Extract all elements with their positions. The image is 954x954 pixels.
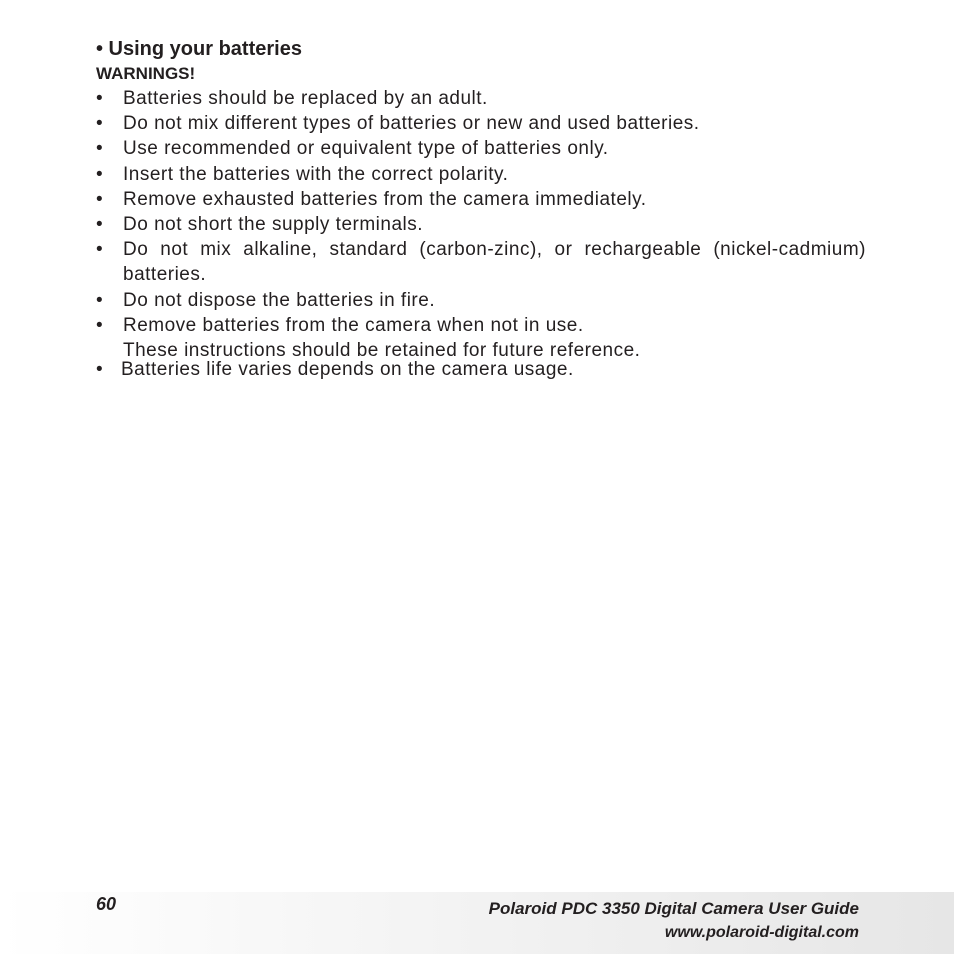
list-item-text: Use recommended or equivalent type of batteries only. (123, 138, 609, 160)
list-item (96, 136, 866, 161)
list-item (96, 288, 866, 313)
list-item (96, 212, 866, 237)
list-item (96, 162, 866, 187)
bullet-icon: • (96, 239, 104, 261)
footer-title: Polaroid PDC 3350 Digital Camera User Guide (488, 899, 859, 918)
list-item-text: Insert the batteries with the correct polarity. (123, 163, 509, 185)
list-item-text: Remove batteries from the camera when not in use. (123, 314, 584, 336)
list-item (96, 86, 866, 111)
bullet-icon: • (96, 113, 104, 135)
page-number: 60 (96, 894, 117, 914)
list-item-text: Do not mix alkaline, standard (carbon-zinc), or rechargeable (nickel-cadmium) batteries. (123, 239, 866, 286)
list-item (96, 111, 866, 136)
footer-url: www.polaroid-digital.com (664, 924, 859, 941)
bullet-icon: • (96, 163, 104, 185)
warnings-label: WARNINGS! (96, 64, 196, 83)
list-item-text: Do not mix different types of batteries or new and used batteries. (123, 113, 700, 135)
list-item-text: Do not dispose the batteries in fire. (123, 289, 436, 311)
list-item (96, 187, 866, 212)
note-text: Batteries life varies depends on the camera usage. (121, 359, 574, 381)
bullet-icon: • (96, 88, 104, 109)
list-item-text: Batteries should be replaced by an adult. (123, 88, 488, 109)
bullet-icon: • (96, 314, 104, 336)
bullet-icon: • (96, 214, 104, 236)
list-item-continuation: These instructions should be retained for future reference. (123, 340, 641, 362)
bullet-icon: • (96, 138, 104, 160)
section-heading: • Using your batteries (96, 38, 302, 60)
battery-life-note (96, 359, 866, 381)
list-item (96, 237, 866, 287)
bullet-icon: • (96, 188, 104, 210)
page-content (96, 36, 866, 381)
list-item-text: Remove exhausted batteries from the camera immediately. (123, 188, 647, 210)
warnings-list (96, 86, 866, 363)
list-item (96, 313, 866, 363)
list-item-text: Do not short the supply terminals. (123, 214, 424, 236)
bullet-icon: • (96, 359, 104, 381)
bullet-icon: • (96, 289, 104, 311)
